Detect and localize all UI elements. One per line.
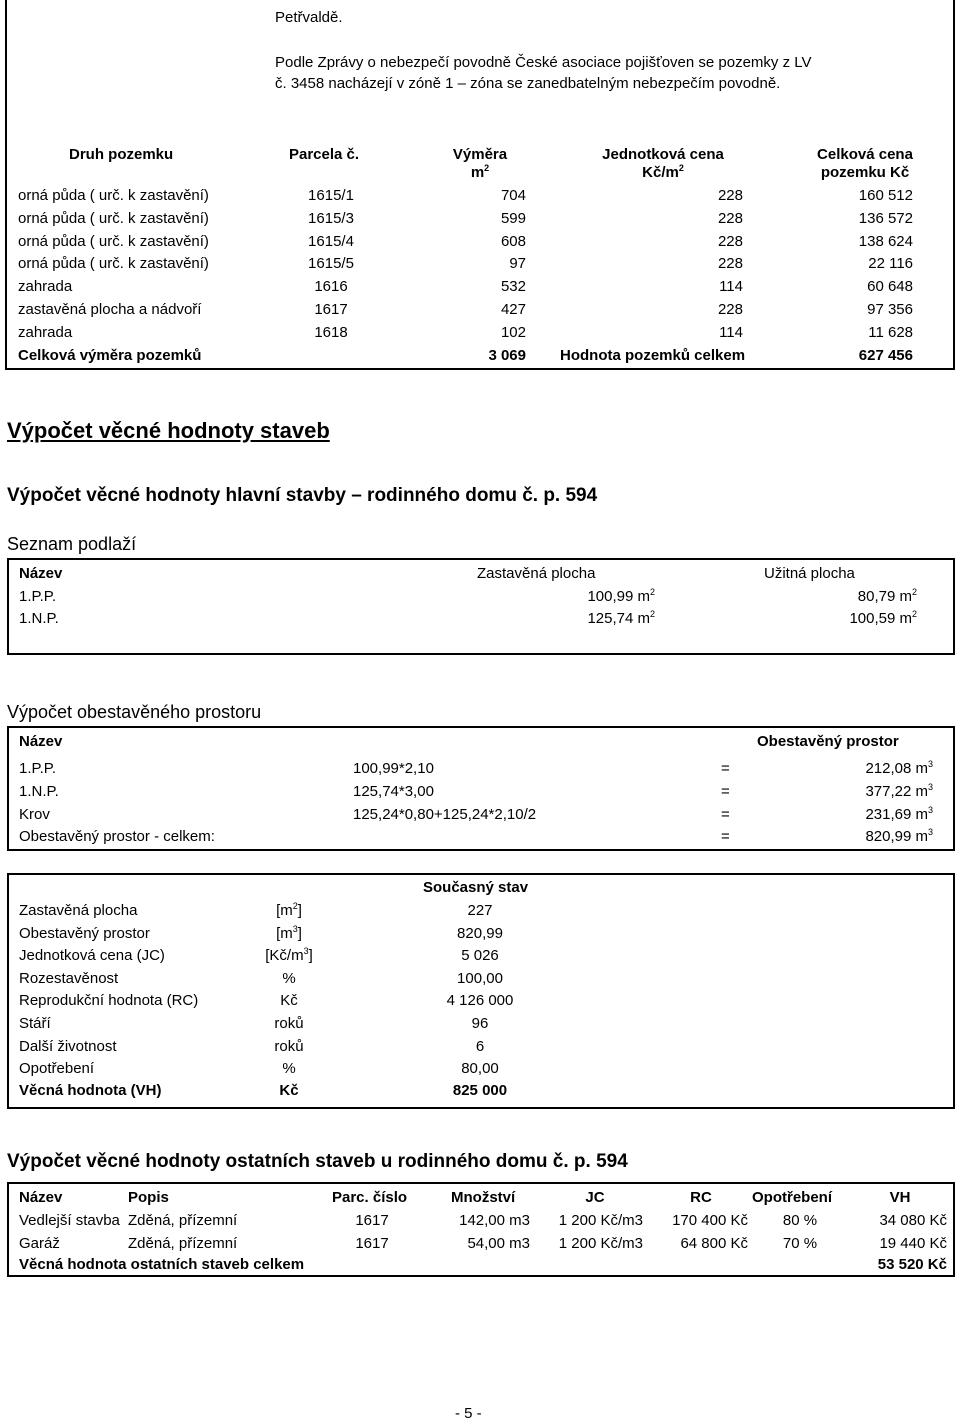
land-row-total: 136 572 xyxy=(858,209,913,227)
land-row-type: orná půda ( urč. k zastavění) xyxy=(18,209,209,227)
land-row-area: 102 xyxy=(500,323,526,341)
volume-row-eq: = xyxy=(721,828,730,846)
floor-row-name: 1.N.P. xyxy=(19,610,59,627)
superscript: 2 xyxy=(911,609,917,619)
valuation-total-label: Věcná hodnota (VH) xyxy=(19,1082,162,1099)
volume-row-formula: 125,24*0,80+125,24*2,10/2 xyxy=(353,805,537,823)
valuation-row-value: 6 xyxy=(475,1037,485,1055)
intro-line-3: č. 3458 nacházejí v zóně 1 – zóna se zanedbatelným nebezpečím povodně. xyxy=(275,75,781,92)
land-row-area: 427 xyxy=(500,301,526,318)
land-header-parcel: Parcela č. xyxy=(289,146,360,163)
volume-header-name: Název xyxy=(19,733,63,750)
floor-built-value: 100,99 m xyxy=(587,588,650,605)
valuation-row-value: 227 xyxy=(467,902,493,919)
valuation-row-unit xyxy=(244,992,334,1010)
land-row-type: orná půda ( urč. k zastavění) xyxy=(18,232,209,250)
land-summary-label: Celková výměra pozemků xyxy=(18,347,202,364)
other-header-qty: Množství xyxy=(451,1189,516,1206)
valuation-total-value: 825 000 xyxy=(452,1082,508,1099)
other-header-name: Název xyxy=(19,1189,63,1206)
land-row-total: 138 624 xyxy=(858,232,913,250)
superscript: 3 xyxy=(927,804,933,815)
other-header-jc: JC xyxy=(585,1189,605,1206)
land-header-type: Druh pozemku xyxy=(69,146,174,163)
other-header-desc: Popis xyxy=(128,1189,169,1206)
valuation-row-unit xyxy=(244,902,334,920)
land-row-total: 160 512 xyxy=(858,187,913,204)
floor-row-built xyxy=(500,588,655,606)
intro-line-1: Petřvaldě. xyxy=(275,9,343,26)
floor-row-usable xyxy=(760,610,917,628)
land-row-area: 599 xyxy=(500,209,526,227)
land-row-parcel: 1615/1 xyxy=(308,187,354,204)
valuation-unit-part: roků xyxy=(274,1015,304,1032)
valuation-row-value: 80,00 xyxy=(461,1060,499,1078)
volume-row-name: Obestavěný prostor - celkem: xyxy=(19,828,215,846)
valuation-row-value: 100,00 xyxy=(457,969,503,987)
superscript: 2 xyxy=(649,587,655,597)
valuation-unit-part: [m xyxy=(276,924,293,942)
valuation-unit-part: ] xyxy=(297,902,302,919)
other-row-qty: 142,00 m3 xyxy=(459,1212,530,1229)
land-row-area: 608 xyxy=(500,232,526,250)
land-row-area: 704 xyxy=(500,187,526,204)
other-row-desc: Zděná, přízemní xyxy=(128,1212,238,1229)
section-title: Výpočet věcné hodnoty staveb xyxy=(7,418,330,443)
volume-row-name: 1.P.P. xyxy=(19,760,56,777)
other-total-label: Věcná hodnota ostatních staveb celkem xyxy=(19,1256,305,1273)
land-summary-value-label: Hodnota pozemků celkem xyxy=(560,347,746,364)
land-row-parcel: 1617 xyxy=(314,301,348,318)
volume-row-formula: 125,74*3,00 xyxy=(353,782,434,800)
valuation-unit-part: % xyxy=(282,969,296,987)
land-row-total: 97 356 xyxy=(867,301,913,318)
superscript: 3 xyxy=(927,781,933,792)
valuation-row-label: Obestavěný prostor xyxy=(19,924,150,942)
valuation-row-unit xyxy=(244,1038,334,1056)
volume-header-volume: Obestavěný prostor xyxy=(757,733,899,750)
land-header-unit-price: Jednotková cena $Kč/m^2$ xyxy=(602,146,724,181)
other-row-name: Vedlejší stavba xyxy=(19,1212,120,1229)
valuation-row-unit xyxy=(244,970,334,988)
other-row-wear: 70 % xyxy=(782,1234,818,1252)
valuation-unit-part: [m xyxy=(276,902,293,919)
land-row-price: 114 xyxy=(719,278,743,296)
other-row-rc: 64 800 Kč xyxy=(680,1234,748,1252)
floor-row-usable xyxy=(760,588,917,606)
other-row-vh: 19 440 Kč xyxy=(879,1234,947,1252)
volume-row-value xyxy=(800,760,933,778)
valuation-row-value: 96 xyxy=(471,1015,489,1032)
other-row-parcel: 1617 xyxy=(355,1234,389,1252)
other-row-qty: 54,00 m3 xyxy=(467,1234,530,1252)
land-row-type: zahrada xyxy=(18,323,73,341)
other-header-wear: Opotřebení xyxy=(752,1189,833,1206)
valuation-row-unit xyxy=(244,925,334,943)
valuation-row-label: Rozestavěnost xyxy=(19,969,119,987)
other-row-rc: 170 400 Kč xyxy=(672,1212,748,1229)
valuation-unit-part: 3 xyxy=(292,923,298,934)
volume-row-formula: 100,99*2,10 xyxy=(353,760,434,777)
land-row-total: 22 116 xyxy=(868,255,913,273)
volume-row-eq: = xyxy=(721,805,730,823)
valuation-unit-part: Kč xyxy=(280,992,298,1010)
valuation-unit-part: 3 xyxy=(303,946,309,957)
valuation-total-unit: Kč xyxy=(279,1082,299,1099)
other-header-parcel: Parc. číslo xyxy=(332,1189,408,1206)
land-row-parcel: 1618 xyxy=(314,323,348,341)
land-row-type: orná půda ( urč. k zastavění) xyxy=(18,187,209,204)
valuation-unit-part: [Kč/m xyxy=(265,947,304,965)
valuation-unit-part: % xyxy=(282,1060,296,1078)
land-row-parcel: 1615/3 xyxy=(308,209,354,227)
land-row-type: zastavěná plocha a nádvoří xyxy=(18,301,202,318)
land-row-area: 97 xyxy=(509,255,526,273)
floors-header-usable: Užitná plocha xyxy=(764,565,855,582)
page-number: - 5 - xyxy=(455,1405,482,1422)
volume-value: 377,22 m xyxy=(865,782,928,800)
superscript: 2 xyxy=(911,587,917,597)
other-row-jc: 1 200 Kč/m3 xyxy=(558,1212,643,1229)
floors-header-name: Název xyxy=(19,565,63,582)
other-title: Výpočet věcné hodnoty ostatních staveb u rodinného domu č. p. 594 xyxy=(7,1151,628,1172)
volume-row-eq: = xyxy=(721,782,730,800)
valuation-unit-part: roků xyxy=(274,1037,304,1055)
land-row-type: orná půda ( urč. k zastavění) xyxy=(18,255,209,273)
valuation-row-label: Jednotková cena (JC) xyxy=(19,947,165,965)
floor-usable-value: 80,79 m xyxy=(857,588,912,605)
intro-line-2: Podle Zprávy o nebezpečí povodně České asociace pojišťoven se pozemky z LV xyxy=(275,54,812,71)
superscript: 3 xyxy=(927,827,933,838)
other-total-value: 53 520 Kč xyxy=(877,1256,947,1273)
main-building-title: Výpočet věcné hodnoty hlavní stavby – rodinného domu č. p. 594 xyxy=(7,485,598,506)
land-row-parcel: 1615/5 xyxy=(308,255,354,273)
valuation-unit-part: ] xyxy=(308,947,313,965)
volume-row-value xyxy=(800,783,933,801)
floor-built-value: 125,74 m xyxy=(587,610,650,627)
volume-row-eq: = xyxy=(721,760,730,777)
volume-value: 212,08 m xyxy=(865,760,928,777)
land-summary-area: 3 069 xyxy=(488,347,526,364)
valuation-row-unit xyxy=(244,947,334,965)
land-row-price: 228 xyxy=(717,301,743,318)
volume-title: Výpočet obestavěného prostoru xyxy=(7,702,262,722)
valuation-row-label: Reprodukční hodnota (RC) xyxy=(19,992,199,1010)
land-row-parcel: 1615/4 xyxy=(308,232,354,250)
floors-title: Seznam podlaží xyxy=(7,534,137,554)
other-header-vh: VH xyxy=(889,1189,911,1206)
volume-row-value xyxy=(800,828,933,846)
land-row-type: zahrada xyxy=(18,278,73,296)
other-row-desc: Zděná, přízemní xyxy=(128,1234,238,1252)
land-row-price: 114 xyxy=(719,323,743,341)
volume-row-name: 1.N.P. xyxy=(19,782,59,800)
land-summary-value: 627 456 xyxy=(858,347,913,364)
floors-header-built: Zastavěná plocha xyxy=(477,565,596,582)
land-row-total: 60 648 xyxy=(867,278,913,296)
valuation-unit-part: ] xyxy=(297,924,302,942)
valuation-row-label: Opotřebení xyxy=(19,1060,95,1078)
valuation-header: Současný stav xyxy=(423,879,529,896)
land-row-price: 228 xyxy=(717,187,743,204)
other-header-rc: RC xyxy=(690,1189,712,1206)
superscript: 3 xyxy=(927,759,933,769)
superscript: 2 xyxy=(649,609,655,619)
valuation-row-value: 820,99 xyxy=(457,924,503,942)
valuation-row-unit xyxy=(244,1060,334,1078)
land-row-price: 228 xyxy=(717,255,743,273)
volume-value: 231,69 m xyxy=(865,805,928,823)
land-row-price: 228 xyxy=(717,209,743,227)
land-header-total: Celková cena pozemku Kč xyxy=(817,146,913,181)
land-row-area: 532 xyxy=(500,278,526,296)
volume-value: 820,99 m xyxy=(865,828,928,846)
land-row-price: 228 xyxy=(717,232,743,250)
volume-row-name: Krov xyxy=(19,805,50,823)
floor-row-built xyxy=(500,610,655,628)
other-row-parcel: 1617 xyxy=(355,1212,389,1229)
valuation-row-label: Zastavěná plocha xyxy=(19,902,138,919)
valuation-row-label: Stáří xyxy=(19,1015,51,1032)
land-header-area: Výměra $m^2$ xyxy=(452,146,508,181)
valuation-unit-part: 2 xyxy=(292,901,298,911)
land-row-parcel: 1616 xyxy=(314,278,348,296)
land-row-total: 11 628 xyxy=(868,323,913,341)
other-row-vh: 34 080 Kč xyxy=(879,1212,947,1229)
floor-row-name: 1.P.P. xyxy=(19,588,56,605)
valuation-row-value: 5 026 xyxy=(461,947,499,965)
volume-row-value xyxy=(800,806,933,824)
valuation-row-label: Další životnost xyxy=(19,1037,117,1055)
valuation-row-unit xyxy=(244,1015,334,1033)
floor-usable-value: 100,59 m xyxy=(849,610,912,627)
other-row-jc: 1 200 Kč/m3 xyxy=(558,1234,643,1252)
other-row-wear: 80 % xyxy=(782,1212,818,1229)
valuation-row-value: 4 126 000 xyxy=(446,992,514,1010)
other-row-name: Garáž xyxy=(19,1234,60,1252)
